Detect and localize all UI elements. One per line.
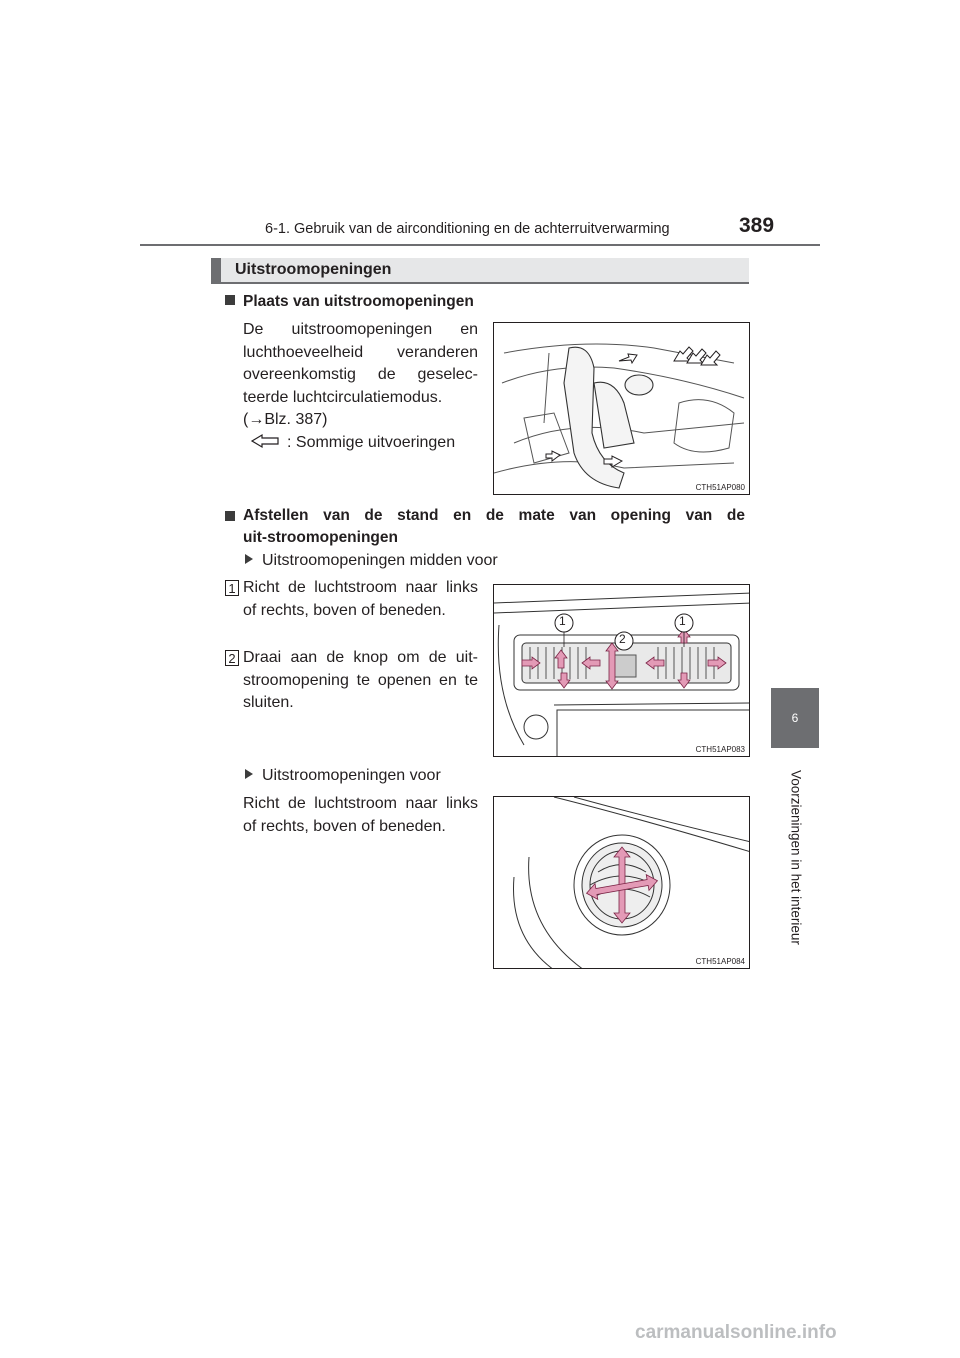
center-vents-illustration xyxy=(494,585,750,757)
optional-vent-arrow-icon xyxy=(250,432,280,450)
running-header: 6-1. Gebruik van de airconditioning en de achterruitverwarming xyxy=(265,221,670,237)
bullet-front-center-vents: Uitstroomopeningen midden voor xyxy=(245,550,498,572)
bullet-front-vents: Uitstroomopeningen voor xyxy=(245,765,441,787)
page-number: 389 xyxy=(739,214,775,237)
vent-locations-text: De uitstroomopeningen en luchthoeveelheid veranderen overeenkomstig de geselec-teerde luchtcirculatiemodus. xyxy=(243,321,478,406)
header-rule xyxy=(140,244,820,246)
chapter-title: Voorzieningen in het interieur xyxy=(788,770,804,945)
figure-code: CTH51AP080 xyxy=(695,483,745,492)
triangle-bullet-icon xyxy=(245,554,253,564)
subheading-vent-locations: Plaats van uitstroomopeningen xyxy=(225,291,745,313)
item-number-badge: 1 xyxy=(225,580,239,596)
page-reference: (→Blz. 387) xyxy=(243,411,328,428)
triangle-bullet-icon xyxy=(245,769,253,779)
section-heading-bar xyxy=(211,258,749,284)
square-bullet-icon xyxy=(225,295,235,305)
watermark: carmanualsonline.info xyxy=(635,1322,837,1343)
figure-code: CTH51AP084 xyxy=(695,957,745,966)
chapter-tab: 6 xyxy=(771,688,819,748)
figure-vent-locations xyxy=(493,322,750,495)
item-text: Draai aan de knop om de uit-stroomopening te openen en te sluiten. xyxy=(243,649,478,711)
front-vents-text: Richt de luchtstroom naar links of rechts, boven of beneden. xyxy=(243,795,478,835)
square-bullet-icon xyxy=(225,511,235,521)
section-title: Uitstroomopeningen xyxy=(235,261,392,278)
callout-number: 1 xyxy=(679,614,686,628)
legend-text: : Sommige uitvoeringen xyxy=(287,434,456,451)
subheading-adjust-vents: Afstellen van de stand en de mate van opening van de uit-stroomopeningen xyxy=(225,505,745,549)
figure-front-center-vents xyxy=(493,584,750,757)
item-text: Richt de luchtstroom naar links of rechts, boven of beneden. xyxy=(243,579,478,619)
figure-front-vents xyxy=(493,796,750,969)
chapter-side-label xyxy=(785,770,807,990)
figure-code: CTH51AP083 xyxy=(695,745,745,754)
callout-number: 2 xyxy=(619,632,626,646)
interior-illustration xyxy=(494,323,750,495)
callout-number: 1 xyxy=(559,614,566,628)
item-number-badge: 2 xyxy=(225,650,239,666)
round-vent-illustration xyxy=(494,797,750,969)
